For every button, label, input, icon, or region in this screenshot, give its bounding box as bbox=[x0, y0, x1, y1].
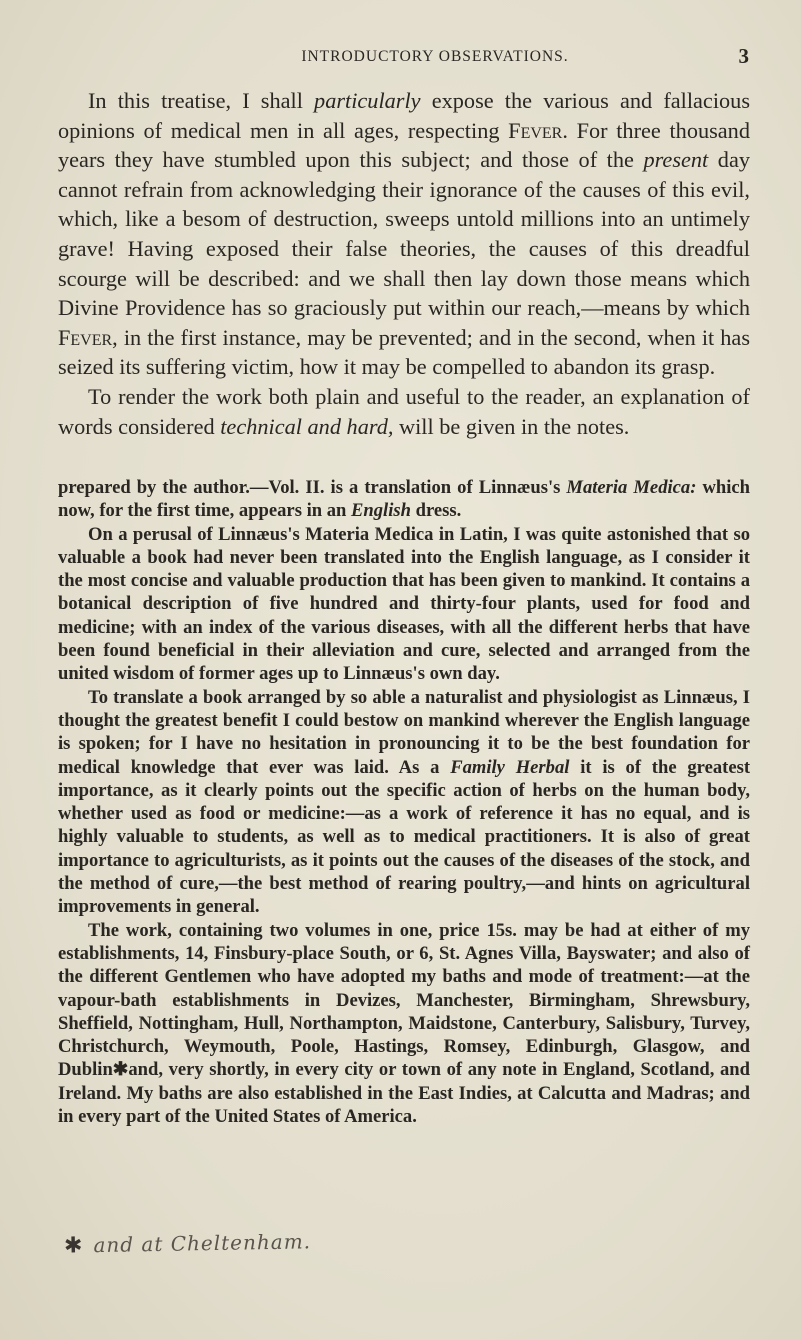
notice-paragraph-2: On a perusal of Linnæus's Materia Medica in Latin, I was quite astonished that so valuable a book had never been translated into the English language, as I consider it the most concise and valuable production that has been given to mankind. It contains a botanical description of five hundred and thirty-four plants, used for food and medicine; with an index of the various diseases, with all the different herbs that have been found beneficial in their alleviation and cure, selected and arranged from the united wisdom of former ages up to Linnæus's own day. bbox=[58, 523, 750, 685]
intro-text bbox=[58, 86, 750, 441]
asterisk-mark-icon: ✱ bbox=[63, 1233, 84, 1259]
intro-paragraph-2: To render the work both plain and useful to the reader, an explanation of words considered technical and hard, will be given in the notes. bbox=[58, 383, 750, 439]
page-number: 3 bbox=[738, 44, 750, 68]
running-head-title: INTRODUCTORY OBSERVATIONS. bbox=[301, 48, 569, 65]
handwritten-text: and at Cheltenham. bbox=[93, 1229, 312, 1258]
handwritten-annotation bbox=[64, 1222, 704, 1258]
advertisement-text bbox=[58, 476, 750, 1128]
running-head bbox=[60, 44, 750, 68]
intro-paragraph-1: In this treatise, I shall particularly expose the various and fallacious opinions of medical men in all ages, respecting Fever. For three thousand years they have stumbled upon this subject; and those of the present day cannot refrain from acknowledging their ignorance of the causes of this evil, which, like a besom of destruction, sweeps untold millions into an untimely grave! Having exposed their false theories, the causes of this dreadful scourge will be described: and we shall then lay down those means which Divine Providence has so graciously put within our reach,—means by which Fever, in the first instance, may be prevented; and in the second, when it has seized its suffering victim, how it may be compelled to abandon its grasp. bbox=[58, 88, 750, 380]
notice-paragraph-3: To translate a book arranged by so able a naturalist and physiologist as Linnæus, I thought the greatest benefit I could bestow on mankind wherever the English language is spoken; for I have no hesitation in pronouncing it to be the best foundation for medical knowledge that ever was laid. As a Family Herbal it is of the greatest importance, as it clearly points out the specific action of herbs on the human body, whether used as food or medicine:—as a work of reference it has no equal, and is highly valuable to students, as well as to medical practitioners. It is also of great importance to agriculturists, as it points out the causes of the diseases of the stock, and the method of cure,—the best method of rearing poultry,—and hints on agricultural improvements in general. bbox=[58, 686, 751, 918]
notice-paragraph-1: prepared by the author.—Vol. II. is a translation of Linnæus's Materia Medica: which now, for the first time, appears in an English dress. bbox=[58, 477, 750, 522]
notice-paragraph-4: The work, containing two volumes in one, price 15s. may be had at either of my establishments, 14, Finsbury-place South, or 6, St. Agnes Villa, Bayswater; and also of the different Gentlemen who have adopted my baths and mode of treatment:—at the vapour-bath establishments in Devizes, Manchester, Birmingham, Shrewsbury, Sheffield, Nottingham, Hull, Northampton, Maidstone, Canterbury, Salisbury, Turvey, Christchurch, Weymouth, Poole, Hastings, Romsey, Edinburgh, Glasgow, and Dublin✱and, very shortly, in every city or town of any note in England, Scotland, and Ireland. My baths are also established in the East Indies, at Calcutta and Madras; and in every part of the United States of America. bbox=[58, 919, 750, 1128]
